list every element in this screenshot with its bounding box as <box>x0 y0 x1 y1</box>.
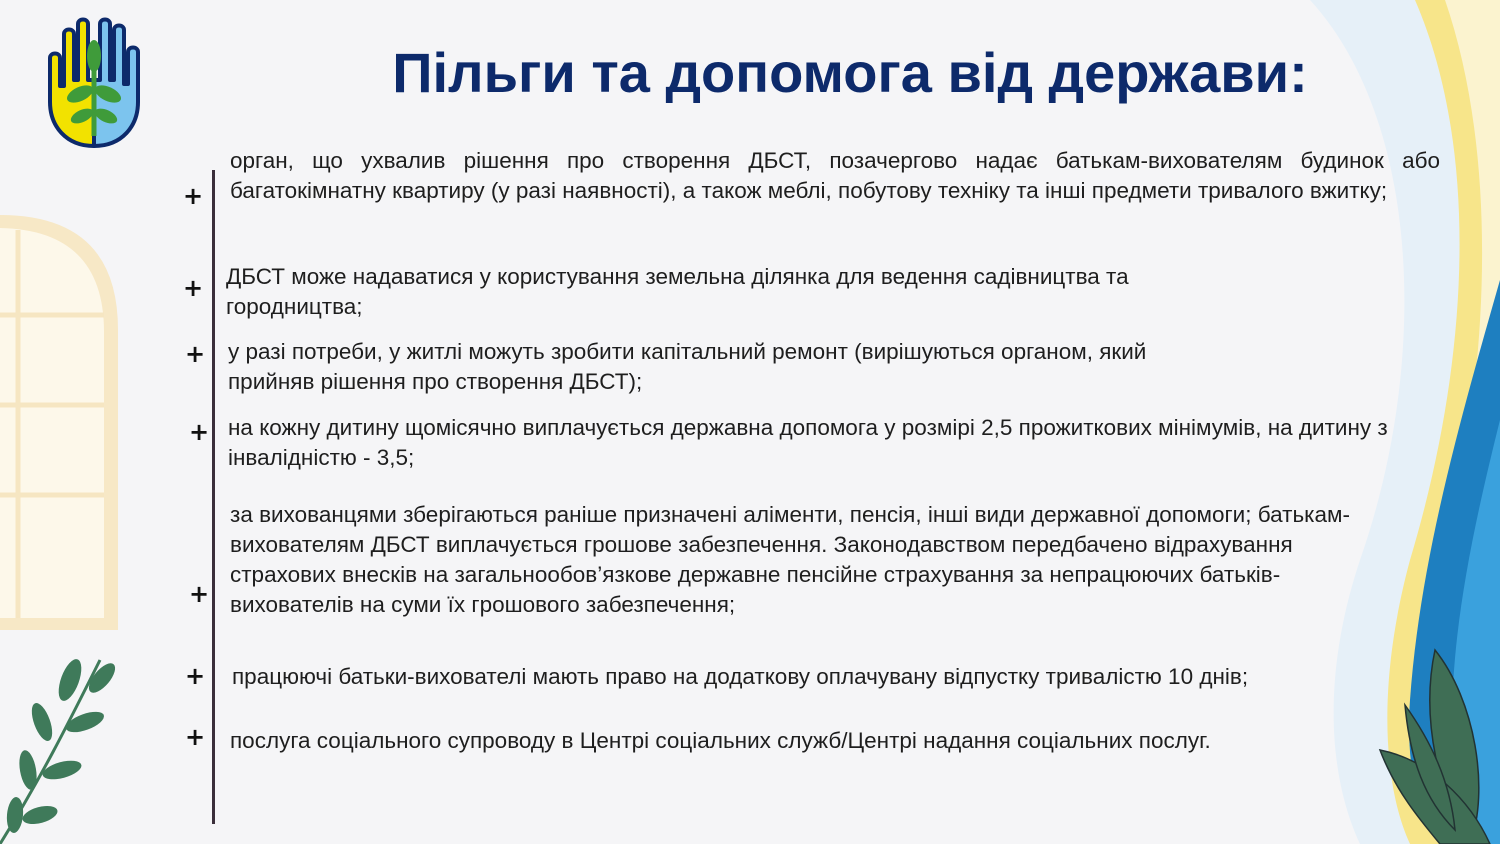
plus-icon: + <box>185 662 206 690</box>
list-item: працюючі батьки-вихователі мають право на додаткову оплачувану відпустку тривалістю 10 днів; <box>232 664 1249 689</box>
list-item: ДБСТ може надаватися у користування земельна ділянка для ведення садівництва та городництва; <box>226 264 1129 319</box>
list-item: за вихованцями зберігаються раніше призначені аліменти, пенсія, інші види державної допомоги; батькам-вихователям ДБСТ виплачується грошове забезпечення. Законодавством передбачено відрахування страхових внесків на загальнообов’язкове державне пенсійне страхування за непрацюючих батьків-вихователів на суми їх грошового забезпечення; <box>230 502 1350 617</box>
list-item: послуга соціального супроводу в Центрі соціальних служб/Центрі надання соціальних послуг. <box>230 728 1211 753</box>
hand-sprout-logo-icon <box>44 14 144 148</box>
plus-icon: + <box>189 418 210 446</box>
vertical-divider <box>212 170 215 824</box>
plus-icon: + <box>185 340 206 368</box>
list-item: у разі потреби, у житлі можуть зробити капітальний ремонт (вирішуються органом, який прийняв рішення про створення ДБСТ); <box>228 339 1147 394</box>
plus-icon: + <box>183 274 204 302</box>
plus-icon: + <box>183 182 204 210</box>
list-item: на кожну дитину щомісячно виплачується державна допомога у розмірі 2,5 прожиткових мінімумів, на дитину з інвалідністю - 3,5; <box>228 415 1388 470</box>
plus-icon: + <box>189 580 210 608</box>
list-item: орган, що ухвалив рішення про створення ДБСТ, позачергово надає батькам-вихователям будинок або багатокімнатну квартиру (у разі наявності), а також меблі, побутову техніку та інші предмети тривалого вжитку; <box>230 148 1440 203</box>
leaf-branch-icon <box>0 656 120 844</box>
page-title: Пільги та допомога від держави: <box>392 41 1308 104</box>
plus-icon: + <box>185 723 206 751</box>
arched-window-icon <box>0 215 118 630</box>
